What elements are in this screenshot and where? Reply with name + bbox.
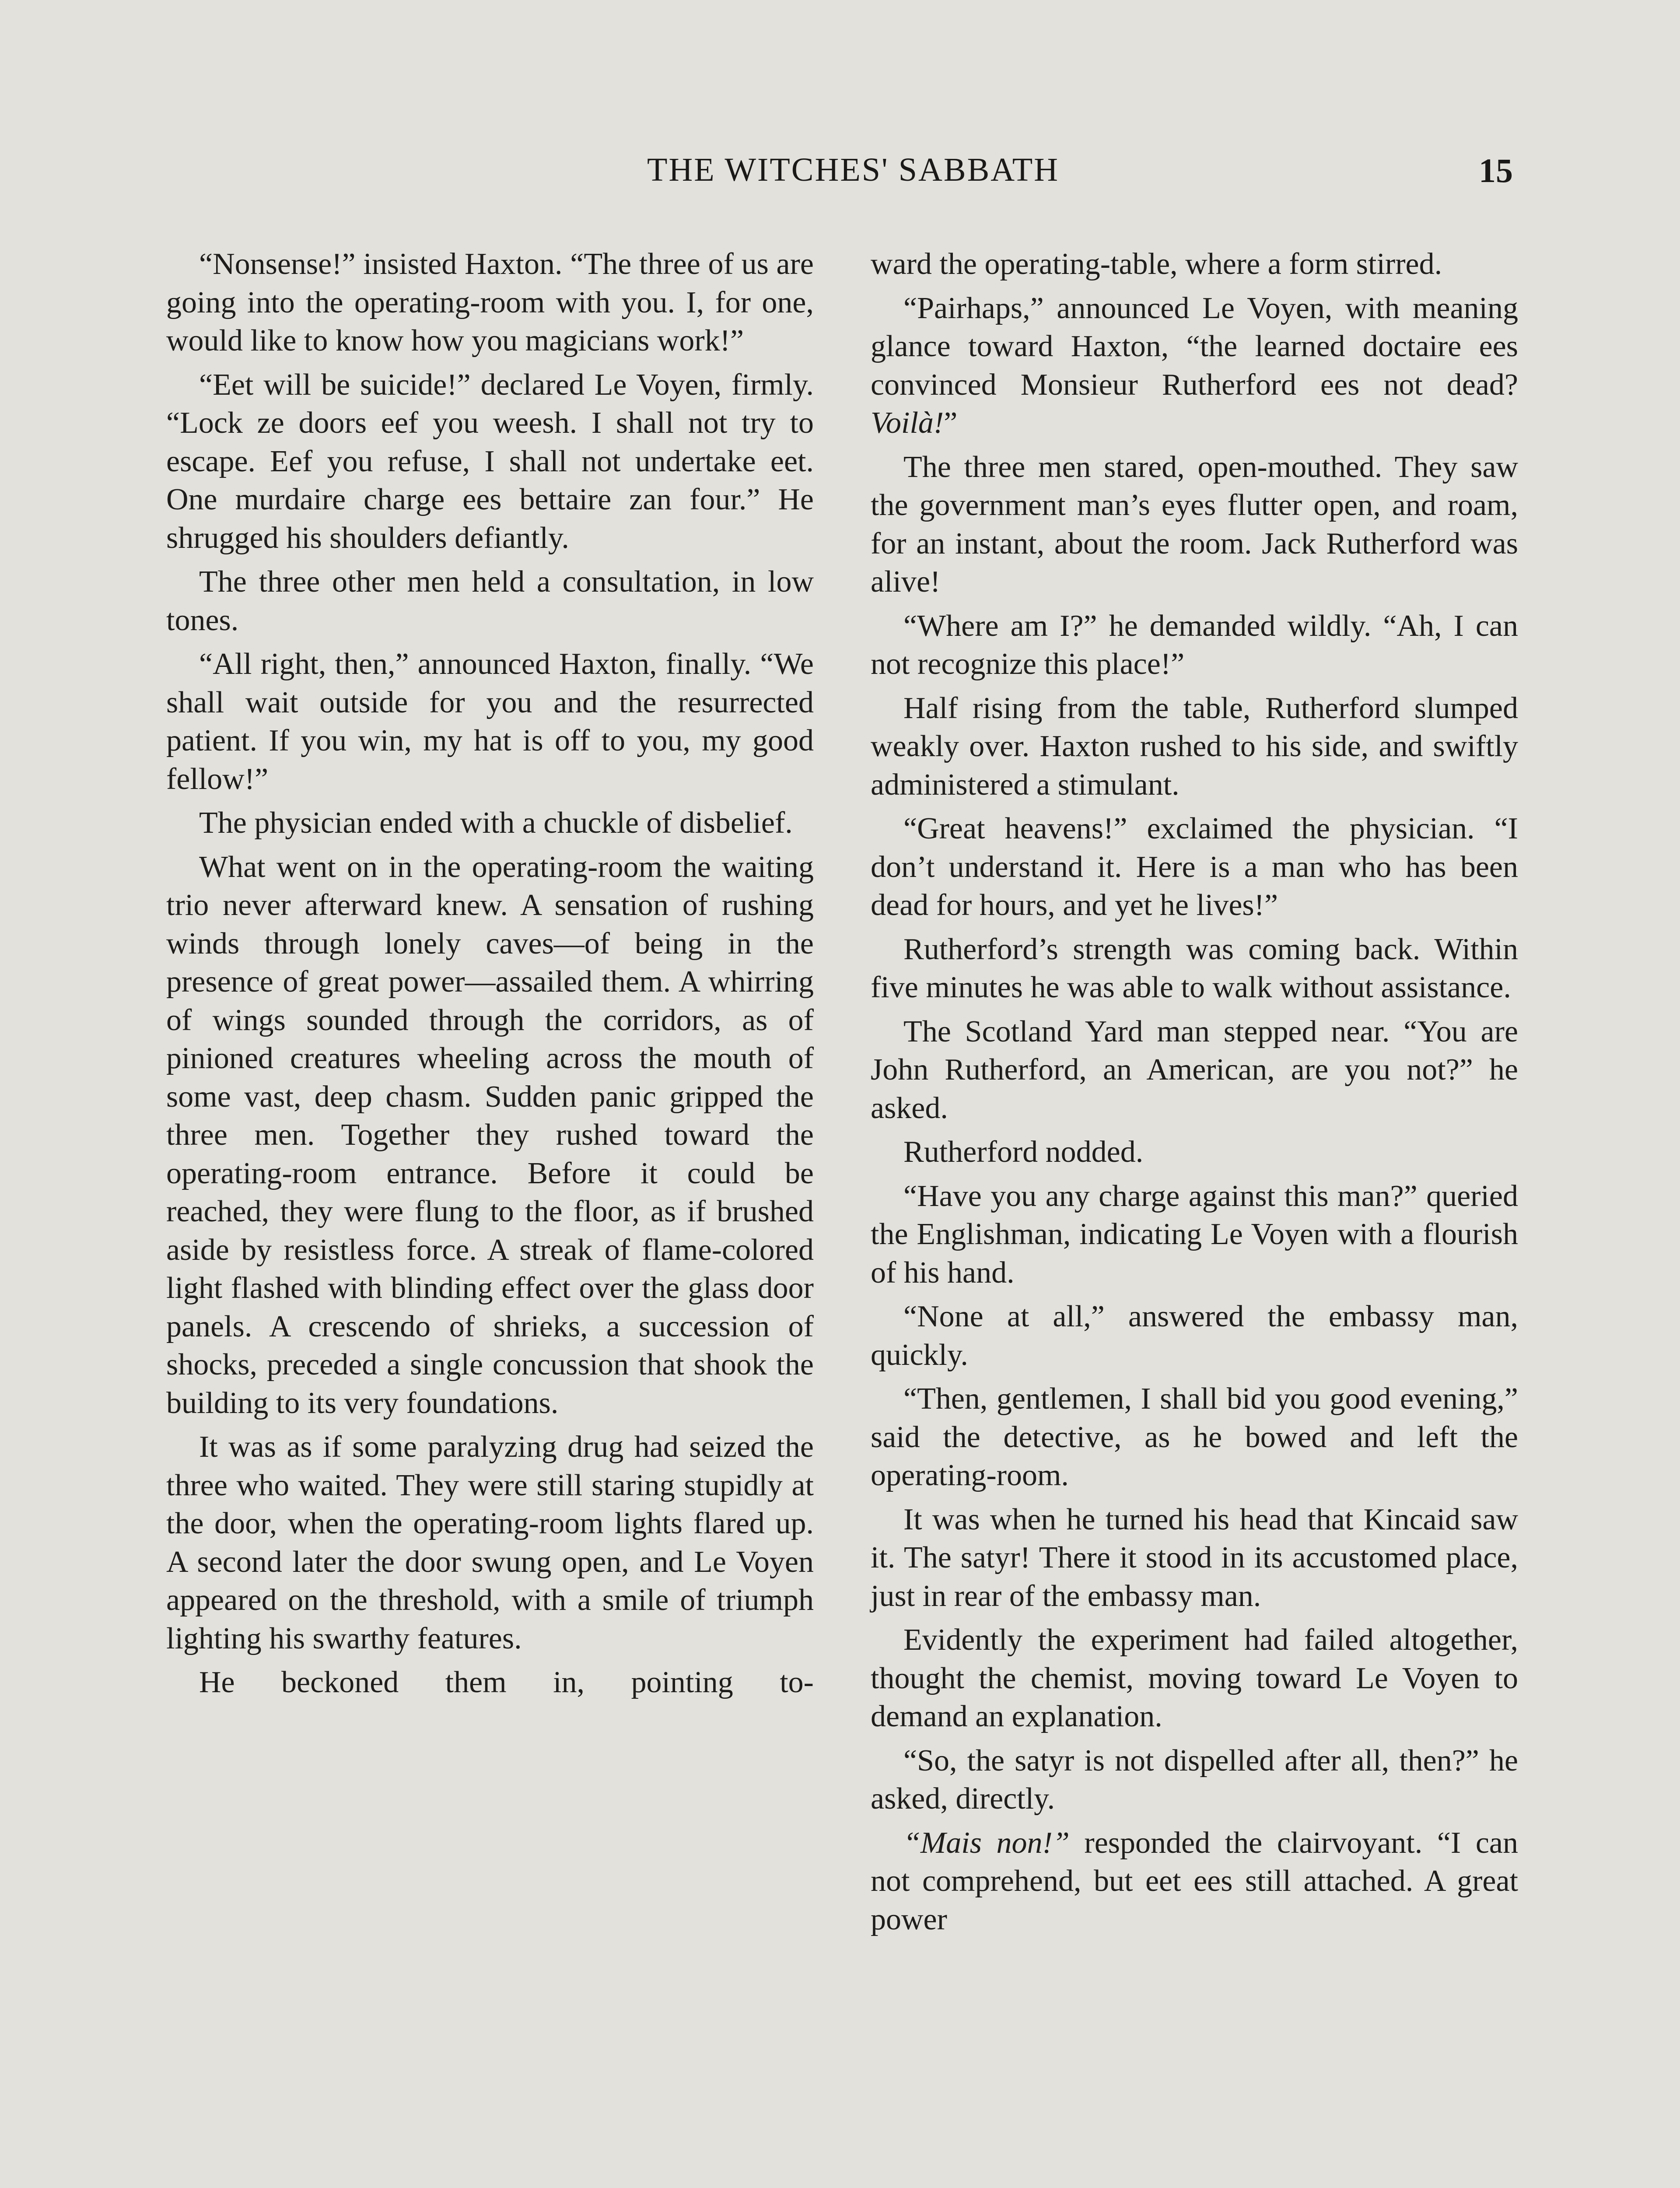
paragraph: What went on in the operating-room the waiting trio never afterward knew. A sensation of rushing winds through lonely caves—of being in the presence of great power—assailed them. A whirring of wings sounded through the corridors, as of pinioned creatures wheeling across the mouth of some vast, deep chasm. Sudden panic gripped the three men. Together they rushed toward the operating-room entrance. Before it could be reached, they were flung to the floor, as if brushed aside by resistless force. A streak of flame-colored light flashed with blinding effect over the glass door panels. A crescendo of shrieks, a succession of shocks, preceded a single concussion that shook the building to its very foundations. — [166, 850, 814, 1420]
paragraph: Rutherford’s strength was coming back. Within five minutes he was able to walk without assistance. — [871, 932, 1518, 1004]
paragraph: He beckoned them in, pointing to- — [199, 1666, 814, 1699]
paragraph: The physician ended with a chuckle of disbelief. — [199, 806, 793, 840]
italic-text: “Mais non!” — [903, 1826, 1070, 1860]
running-title: THE WITCHES' SABBATH — [647, 151, 1060, 188]
paragraph: “Then, gentlemen, I shall bid you good evening,” said the detective, as he bowed and left the operating-room. — [871, 1382, 1518, 1492]
paragraph: “Where am I?” he demanded wildly. “Ah, I can not recognize this place!” — [871, 609, 1518, 681]
paragraph: The three men stared, open-mouthed. They saw the government man’s eyes flutter open, and roam, for an instant, about the room. Jack Rutherford was alive! — [871, 450, 1518, 599]
paragraph: Evidently the experiment had failed altogether, thought the chemist, moving toward Le Voyen to demand an explanation. — [871, 1623, 1518, 1733]
paragraph: The three other men held a consultation, in low tones. — [166, 565, 814, 637]
paragraph: Rutherford nodded. — [903, 1135, 1144, 1169]
paragraph: “Nonsense!” insisted Haxton. “The three of us are going into the operating-room with you. I, for one, would like to know how you magicians work!” — [166, 247, 814, 358]
paragraph: Half rising from the table, Rutherford slumped weakly over. Haxton rushed to his side, and swiftly administered a stimulant. — [871, 691, 1518, 802]
page-number: 15 — [1479, 151, 1513, 189]
paragraph: “None at all,” answered the embassy man, quickly. — [871, 1300, 1518, 1372]
left-text-column — [166, 245, 814, 1702]
paragraph: “So, the satyr is not dispelled after all, then?” he asked, directly. — [871, 1743, 1518, 1816]
paragraph: The Scotland Yard man stepped near. “You are John Rutherford, an American, are you not?” he asked. — [871, 1014, 1518, 1125]
paragraph: “Eet will be suicide!” declared Le Voyen, firmly. “Lock ze doors eef you weesh. I shall not try to escape. Eef you refuse, I shall not undertake eet. One murdaire charge ees bettaire zan four.” He shrugged his shoulders defiantly. — [166, 368, 814, 555]
paragraph-text: ” — [944, 406, 958, 440]
paragraph — [871, 1824, 1518, 1939]
paragraph: It was as if some paralyzing drug had seized the three who waited. They were still staring stupidly at the door, when the operating-room lights flared up. A second later the door swung open, and Le Voyen appeared on the threshold, with a smile of triumph lighting his swarthy features. — [166, 1430, 814, 1655]
paragraph: “Great heavens!” exclaimed the physician. “I don’t understand it. Here is a man who has been dead for hours, and yet he lives!” — [871, 812, 1518, 922]
italic-text: Voilà! — [871, 406, 944, 440]
paragraph-continuation: ward the operating-table, where a form stirred. — [871, 247, 1442, 281]
paragraph: “Have you any charge against this man?” queried the Englishman, indicating Le Voyen with a flourish of his hand. — [871, 1179, 1518, 1290]
paragraph: It was when he turned his head that Kincaid saw it. The satyr! There it stood in its accustomed place, just in rear of the embassy man. — [871, 1502, 1518, 1613]
paragraph-text: responded the clairvoyant. “I can not comprehend, but eet ees still attached. A great power — [871, 1826, 1518, 1936]
paragraph — [871, 289, 1518, 442]
right-text-column — [871, 245, 1518, 1939]
paragraph-text: “Pairhaps,” announced Le Voyen, with meaning glance toward Haxton, “the learned doctaire ees convinced Monsieur Rutherford ees not dead? — [871, 291, 1518, 402]
paragraph: “All right, then,” announced Haxton, finally. “We shall wait outside for you and the resurrected patient. If you win, my hat is off to you, my good fellow!” — [166, 647, 814, 796]
